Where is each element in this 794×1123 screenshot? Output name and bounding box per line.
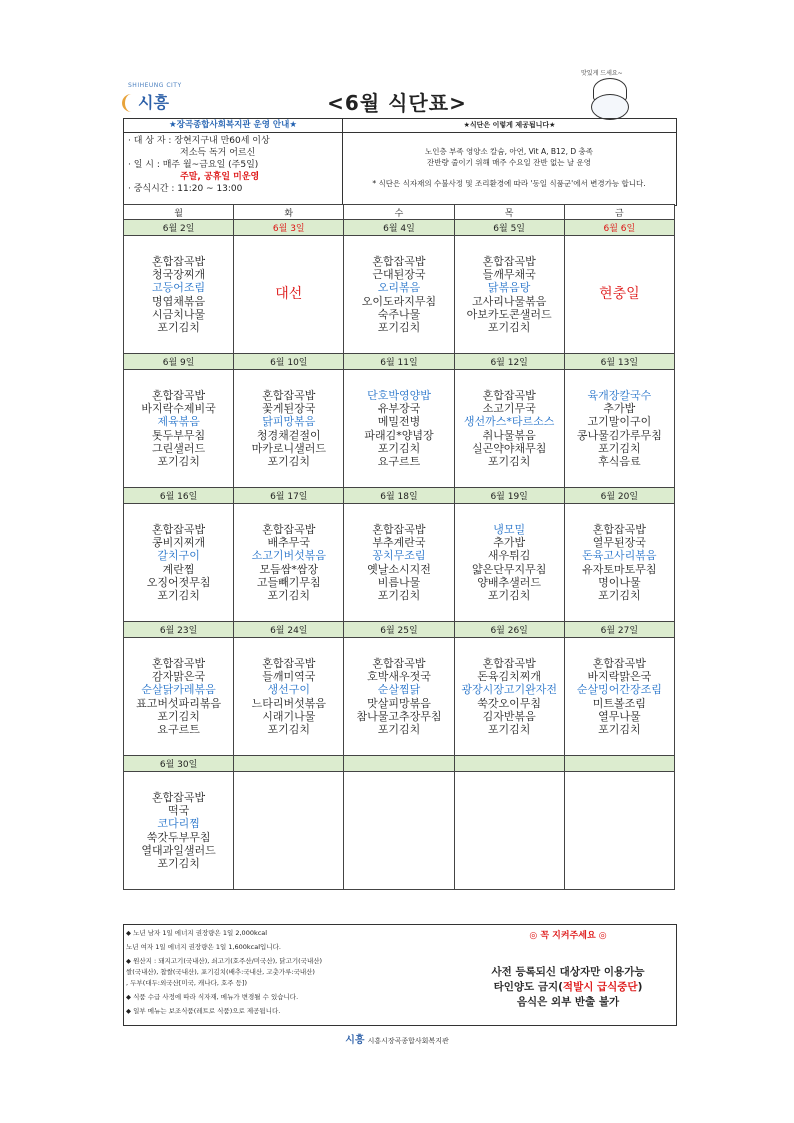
menu-item: 닭피망볶음 (262, 415, 316, 429)
date-cell (124, 488, 234, 504)
info-operation (128, 135, 342, 195)
note-change: ◆ 식품 수급 사정에 따라 식자재, 메뉴가 변경될 수 있습니다. (126, 993, 299, 1001)
menu-item: 닭볶음탕 (487, 281, 531, 295)
menu-item: 생선구이 (267, 683, 311, 697)
menu-item: 호박새우젓국 (367, 670, 431, 684)
menu-item: 포기김치 (157, 588, 200, 602)
menu-item: 소고기버섯볶음 (251, 549, 326, 563)
menu-item: 열대과일샐러드 (141, 843, 216, 857)
weekday-thu: 목 (454, 205, 564, 220)
page-title: <6월 식단표> (327, 91, 467, 115)
menu-item: 쑥갓두부무침 (146, 830, 211, 844)
menu-item: 코다리찜 (157, 817, 200, 831)
footer-rules (462, 928, 674, 1010)
menu-cell (124, 772, 234, 890)
menu-item: 제육볶음 (157, 415, 200, 429)
menu-item: 포기김치 (377, 588, 421, 602)
menu-cell (454, 236, 564, 354)
menu-item: 광장시장고기완자전 (461, 683, 557, 697)
lunch-time: · 중식시간 : 11:20 ~ 13:00 (128, 184, 243, 194)
date-cell (454, 756, 564, 772)
menu-item: 계란찜 (162, 562, 195, 576)
menu-item: 꽁치무조림 (372, 549, 426, 563)
menu-item: 비름나물 (377, 575, 421, 589)
warning-title: ◎ 꼭 지켜주세요 ◎ (529, 931, 607, 941)
menu-item: 돈육고사리볶음 (582, 549, 657, 563)
rule-no-transfer-penalty: 적발시 급식중단 (562, 981, 638, 993)
menu-cell (124, 236, 234, 354)
note-origin-2: 쌀(국내산), 찹쌀(국내산), 포기김치(배추:국내산, 고춧가루:국내산) (126, 968, 315, 976)
note-origin-3: , 두부(대두:외국산[미국, 캐나다, 호주 등]) (126, 979, 247, 987)
no-leftover-line: 잔반량 줄이기 위해 매주 수요일 잔반 없는 날 운영 (427, 158, 591, 167)
menu-item: 부추계란국 (372, 536, 426, 550)
menu-item: 포기김치 (598, 441, 641, 455)
bottom-logo: 시흥 (345, 1035, 365, 1046)
menu-cell (564, 504, 674, 622)
menu-item: 포기김치 (377, 722, 421, 736)
note-retro: ◆ 일부 메뉴는 보조식품(레트로 식품)으로 제공됩니다. (126, 1007, 281, 1015)
date-label: 6월 23일 (159, 626, 198, 636)
menu-item: 순살밍어간장조림 (576, 683, 662, 697)
menu-item: 혼합잡곡밥 (592, 656, 646, 670)
menu-item: 순살찜닭 (377, 683, 421, 697)
date-cell (234, 220, 344, 236)
target-line-2: 저소득 독거 어르신 (180, 148, 256, 158)
date-row (124, 220, 675, 236)
date-cell (124, 622, 234, 638)
menu-item: 혼합잡곡밥 (262, 656, 316, 670)
date-cell (344, 354, 454, 370)
menu-cell (234, 638, 344, 756)
chef-mascot-icon (583, 72, 639, 122)
target-line-1: · 대 상 자 : 장현지구내 만60세 이상 (128, 136, 270, 146)
date-label: 6월 27일 (600, 626, 639, 636)
menu-item: 육개장칼국수 (587, 388, 652, 402)
date-label: 6월 4일 (383, 224, 415, 234)
menu-item: 느타리버섯볶음 (251, 696, 326, 710)
menu-item: 포기김치 (157, 454, 200, 468)
menu-item: 명엽채볶음 (152, 294, 206, 308)
menu-item: 바지락맑은국 (587, 670, 652, 684)
footer-box (123, 924, 677, 1026)
menu-item: 혼합잡곡밥 (262, 522, 316, 536)
menu-item: 생선까스*타르소스 (463, 415, 555, 429)
menu-row (124, 370, 675, 488)
menu-item: 단호박영양밥 (367, 388, 431, 402)
menu-cell (564, 772, 674, 890)
menu-item: 고등어조림 (152, 281, 206, 295)
weekday-tue: 화 (234, 205, 344, 220)
menu-item: 맛살피망볶음 (367, 696, 431, 710)
date-label: 6월 11일 (380, 358, 418, 368)
info-box (123, 118, 677, 206)
menu-item: 혼합잡곡밥 (592, 522, 646, 536)
info-right-header: ★식단은 이렇게 제공됩니다★ (343, 119, 676, 133)
menu-item: 열무나물 (598, 709, 641, 723)
note-origin-1: ◆ 원산지 : 돼지고기(국내산), 쇠고기(호주산/미국산), 닭고기(국내산) (126, 957, 323, 965)
date-label: 6월 2일 (162, 224, 195, 234)
org-name: 시흥시장곡종합사회복지관 (367, 1037, 449, 1045)
date-label: 6월 30일 (159, 760, 198, 770)
date-label: 6월 5일 (493, 224, 525, 234)
menu-cell (344, 504, 454, 622)
date-cell (564, 488, 674, 504)
menu-cell (454, 504, 564, 622)
menu-item: 새우튀김 (487, 549, 531, 563)
menu-item: 오징어젓무침 (146, 575, 211, 589)
date-label: 6월 16일 (159, 492, 198, 502)
menu-item: 실곤약야채무침 (471, 441, 547, 455)
weekday-header-row (124, 205, 675, 220)
menu-item: 근대된장국 (372, 268, 426, 282)
menu-item: 냉모밀 (493, 522, 526, 536)
rules-text (462, 965, 674, 1010)
menu-item: 꽃게된장국 (262, 402, 316, 416)
menu-item: 혼합잡곡밥 (262, 388, 316, 402)
menu-cell (564, 638, 674, 756)
menu-item: 김자반볶음 (482, 709, 536, 723)
menu-item: 요구르트 (377, 454, 421, 468)
date-cell (564, 220, 674, 236)
menu-item: 포기김치 (598, 588, 641, 602)
menu-item: 들깨무채국 (482, 268, 536, 282)
rule-no-transfer-a: 타인양도 금지( (493, 981, 563, 993)
menu-item: 혼합잡곡밥 (152, 254, 206, 268)
menu-item: 혼합잡곡밥 (372, 254, 426, 268)
date-cell (234, 488, 344, 504)
menu-cell (454, 638, 564, 756)
date-cell (124, 756, 234, 772)
menu-item: 표고버섯파리볶음 (136, 696, 222, 710)
menu-cell (344, 638, 454, 756)
menu-item: 혼합잡곡밥 (152, 522, 206, 536)
menu-cell (564, 370, 674, 488)
date-cell (344, 220, 454, 236)
holiday-label: 현충일 (599, 285, 640, 302)
mascot-face-icon (591, 94, 629, 120)
date-label: 6월 25일 (380, 626, 418, 636)
menu-item: 메밀전병 (377, 415, 421, 429)
menu-row (124, 236, 675, 354)
closed-notice: 주말, 공휴일 미운영 (180, 172, 260, 182)
schedule-line: · 일 시 : 매주 월~금요일 (주5일) (128, 160, 259, 170)
date-row (124, 488, 675, 504)
menu-item: 청국장찌개 (152, 268, 206, 282)
date-label: 6월 19일 (490, 492, 528, 502)
menu-item: 포기김치 (487, 588, 531, 602)
date-cell (454, 354, 564, 370)
menu-item: 취나물볶음 (482, 428, 536, 442)
rule-no-takeout: 음식은 외부 반출 불가 (516, 996, 620, 1008)
menu-item: 미트볼조림 (592, 696, 646, 710)
menu-item: 포기김치 (487, 320, 531, 334)
bottom-org (0, 1031, 794, 1046)
menu-item: 그린샐러드 (152, 441, 206, 455)
menu-item: 톳두부무침 (152, 428, 206, 442)
footer-notes (126, 928, 506, 1020)
date-cell (564, 354, 674, 370)
menu-cell (344, 236, 454, 354)
menu-item: 포기김치 (267, 588, 311, 602)
date-label: 6월 10일 (270, 358, 308, 368)
info-divider (342, 132, 343, 205)
logo-korean: 시흥 (138, 93, 169, 112)
menu-cell (454, 772, 564, 890)
menu-item: 오이도라지무침 (361, 294, 437, 308)
date-label: 6월 20일 (600, 492, 639, 502)
menu-cell (234, 236, 344, 354)
date-row (124, 622, 675, 638)
menu-item: 콩비지찌개 (152, 536, 206, 550)
date-cell (234, 354, 344, 370)
menu-item: 포기김치 (598, 722, 641, 736)
menu-item: 유부장국 (377, 402, 421, 416)
mascot-text: 맛있게 드세요~ (581, 70, 623, 77)
menu-item: 감자맑은국 (152, 670, 206, 684)
info-left-header: ★장곡종합사회복지관 운영 안내★ (124, 119, 343, 133)
menu-item: 시금치나물 (152, 307, 206, 321)
change-note: * 식단은 식자재의 수불사정 및 조리환경에 따라 '동일 식품군'에서 변경가능 합니다. (372, 179, 646, 188)
menu-item: 순살닭카레볶음 (141, 683, 216, 697)
menu-cell (344, 370, 454, 488)
date-cell (344, 622, 454, 638)
menu-item: 유자토마토무침 (582, 562, 657, 576)
menu-item: 배추무국 (267, 536, 311, 550)
menu-item: 오리볶음 (377, 281, 421, 295)
date-label: 6월 3일 (272, 224, 305, 234)
menu-row (124, 638, 675, 756)
date-label: 6월 24일 (270, 626, 308, 636)
menu-item: 포기김치 (487, 722, 531, 736)
menu-item: 양배추샐러드 (477, 575, 542, 589)
weekday-wed: 수 (344, 205, 454, 220)
menu-item: 혼합잡곡밥 (152, 656, 206, 670)
date-label: 6월 9일 (162, 358, 195, 368)
menu-item: 포기김치 (157, 856, 200, 870)
menu-item: 포기김치 (157, 709, 200, 723)
weekday-fri: 금 (564, 205, 674, 220)
menu-item: 청경채겉절이 (256, 428, 321, 442)
menu-row (124, 504, 675, 622)
menu-item: 바지락수제비국 (141, 402, 216, 416)
menu-item: 고사리나물볶음 (471, 294, 547, 308)
menu-item: 얇은단무지무침 (471, 562, 547, 576)
date-cell (344, 488, 454, 504)
menu-item: 열무된장국 (592, 536, 646, 550)
logo-english: SHIHEUNG CITY (128, 82, 182, 89)
nutrition-line: 노인층 부족 영양소 칼슘, 아연, Vit A, B12, D 충족 (424, 147, 593, 156)
menu-cell (454, 370, 564, 488)
menu-item: 옛날소시지전 (367, 562, 431, 576)
date-cell (454, 220, 564, 236)
menu-item: 고들빼기무침 (256, 575, 321, 589)
menu-cell (124, 638, 234, 756)
menu-item: 돈육김치찌개 (477, 670, 542, 684)
menu-item: 쑥갓오이무침 (477, 696, 542, 710)
menu-item: 아보카도콘샐러드 (466, 307, 552, 321)
menu-cell (124, 370, 234, 488)
menu-item: 포기김치 (487, 454, 531, 468)
note-energy-male: ◆ 노년 남자 1일 에너지 권장량은 1일 2,000kcal (126, 929, 268, 937)
date-label: 6월 26일 (490, 626, 528, 636)
menu-item: 고기말이구이 (587, 415, 652, 429)
date-label: 6월 18일 (380, 492, 418, 502)
rule-registered-only: 사전 등록되신 대상자만 이용가능 (491, 966, 645, 978)
menu-item: 포기김치 (267, 722, 311, 736)
menu-cell (234, 772, 344, 890)
menu-item: 소고기무국 (482, 402, 536, 416)
menu-item: 포기김치 (157, 320, 200, 334)
menu-item: 갈치구이 (157, 549, 200, 563)
date-cell (564, 622, 674, 638)
menu-item: 혼합잡곡밥 (372, 656, 426, 670)
menu-item: 파래김*양념장 (364, 428, 434, 442)
date-label: 6월 6일 (603, 224, 636, 234)
menu-item: 콩나물김가루무침 (576, 428, 662, 442)
menu-item: 포기김치 (377, 441, 421, 455)
menu-item: 모듬쌈*쌈장 (259, 562, 319, 576)
date-row (124, 354, 675, 370)
menu-item: 혼합잡곡밥 (482, 656, 536, 670)
menu-cell (124, 504, 234, 622)
menu-item: 포기김치 (377, 320, 421, 334)
menu-item: 추가밥 (493, 536, 526, 550)
date-cell (234, 622, 344, 638)
note-energy-female: 노년 여자 1일 에너지 권장량은 1일 1,600kcal입니다. (126, 943, 281, 951)
rule-no-transfer-c: ) (637, 981, 643, 993)
menu-item: 혼합잡곡밥 (482, 254, 536, 268)
menu-item: 후식음료 (598, 454, 641, 468)
menu-item: 시래기나물 (262, 709, 316, 723)
menu-item: 혼합잡곡밥 (152, 790, 206, 804)
date-cell (124, 354, 234, 370)
menu-item: 추가밥 (603, 402, 636, 416)
date-cell (454, 622, 564, 638)
date-cell (344, 756, 454, 772)
menu-item: 떡국 (167, 804, 190, 818)
info-meal-policy (346, 146, 672, 189)
holiday-label: 대선 (275, 285, 303, 302)
menu-item: 혼합잡곡밥 (152, 388, 206, 402)
date-label: 6월 17일 (270, 492, 308, 502)
date-label: 6월 12일 (490, 358, 528, 368)
date-row (124, 756, 675, 772)
date-cell (454, 488, 564, 504)
menu-item: 요구르트 (157, 722, 200, 736)
menu-table (123, 204, 675, 890)
date-cell (124, 220, 234, 236)
menu-item: 명이나물 (598, 575, 641, 589)
menu-item: 혼합잡곡밥 (482, 388, 536, 402)
menu-item: 마카로니샐러드 (251, 441, 326, 455)
menu-item: 혼합잡곡밥 (372, 522, 426, 536)
date-label: 6월 13일 (600, 358, 639, 368)
date-cell (564, 756, 674, 772)
menu-item: 숙주나물 (377, 307, 421, 321)
menu-cell (344, 772, 454, 890)
weekday-mon: 월 (124, 205, 234, 220)
menu-row (124, 772, 675, 890)
rule-no-transfer (462, 980, 674, 995)
date-cell (234, 756, 344, 772)
menu-item: 들깨미역국 (262, 670, 316, 684)
menu-item: 참나물고추장무침 (356, 709, 442, 723)
menu-item: 포기김치 (267, 454, 311, 468)
menu-cell (234, 504, 344, 622)
menu-cell (234, 370, 344, 488)
menu-cell (564, 236, 674, 354)
